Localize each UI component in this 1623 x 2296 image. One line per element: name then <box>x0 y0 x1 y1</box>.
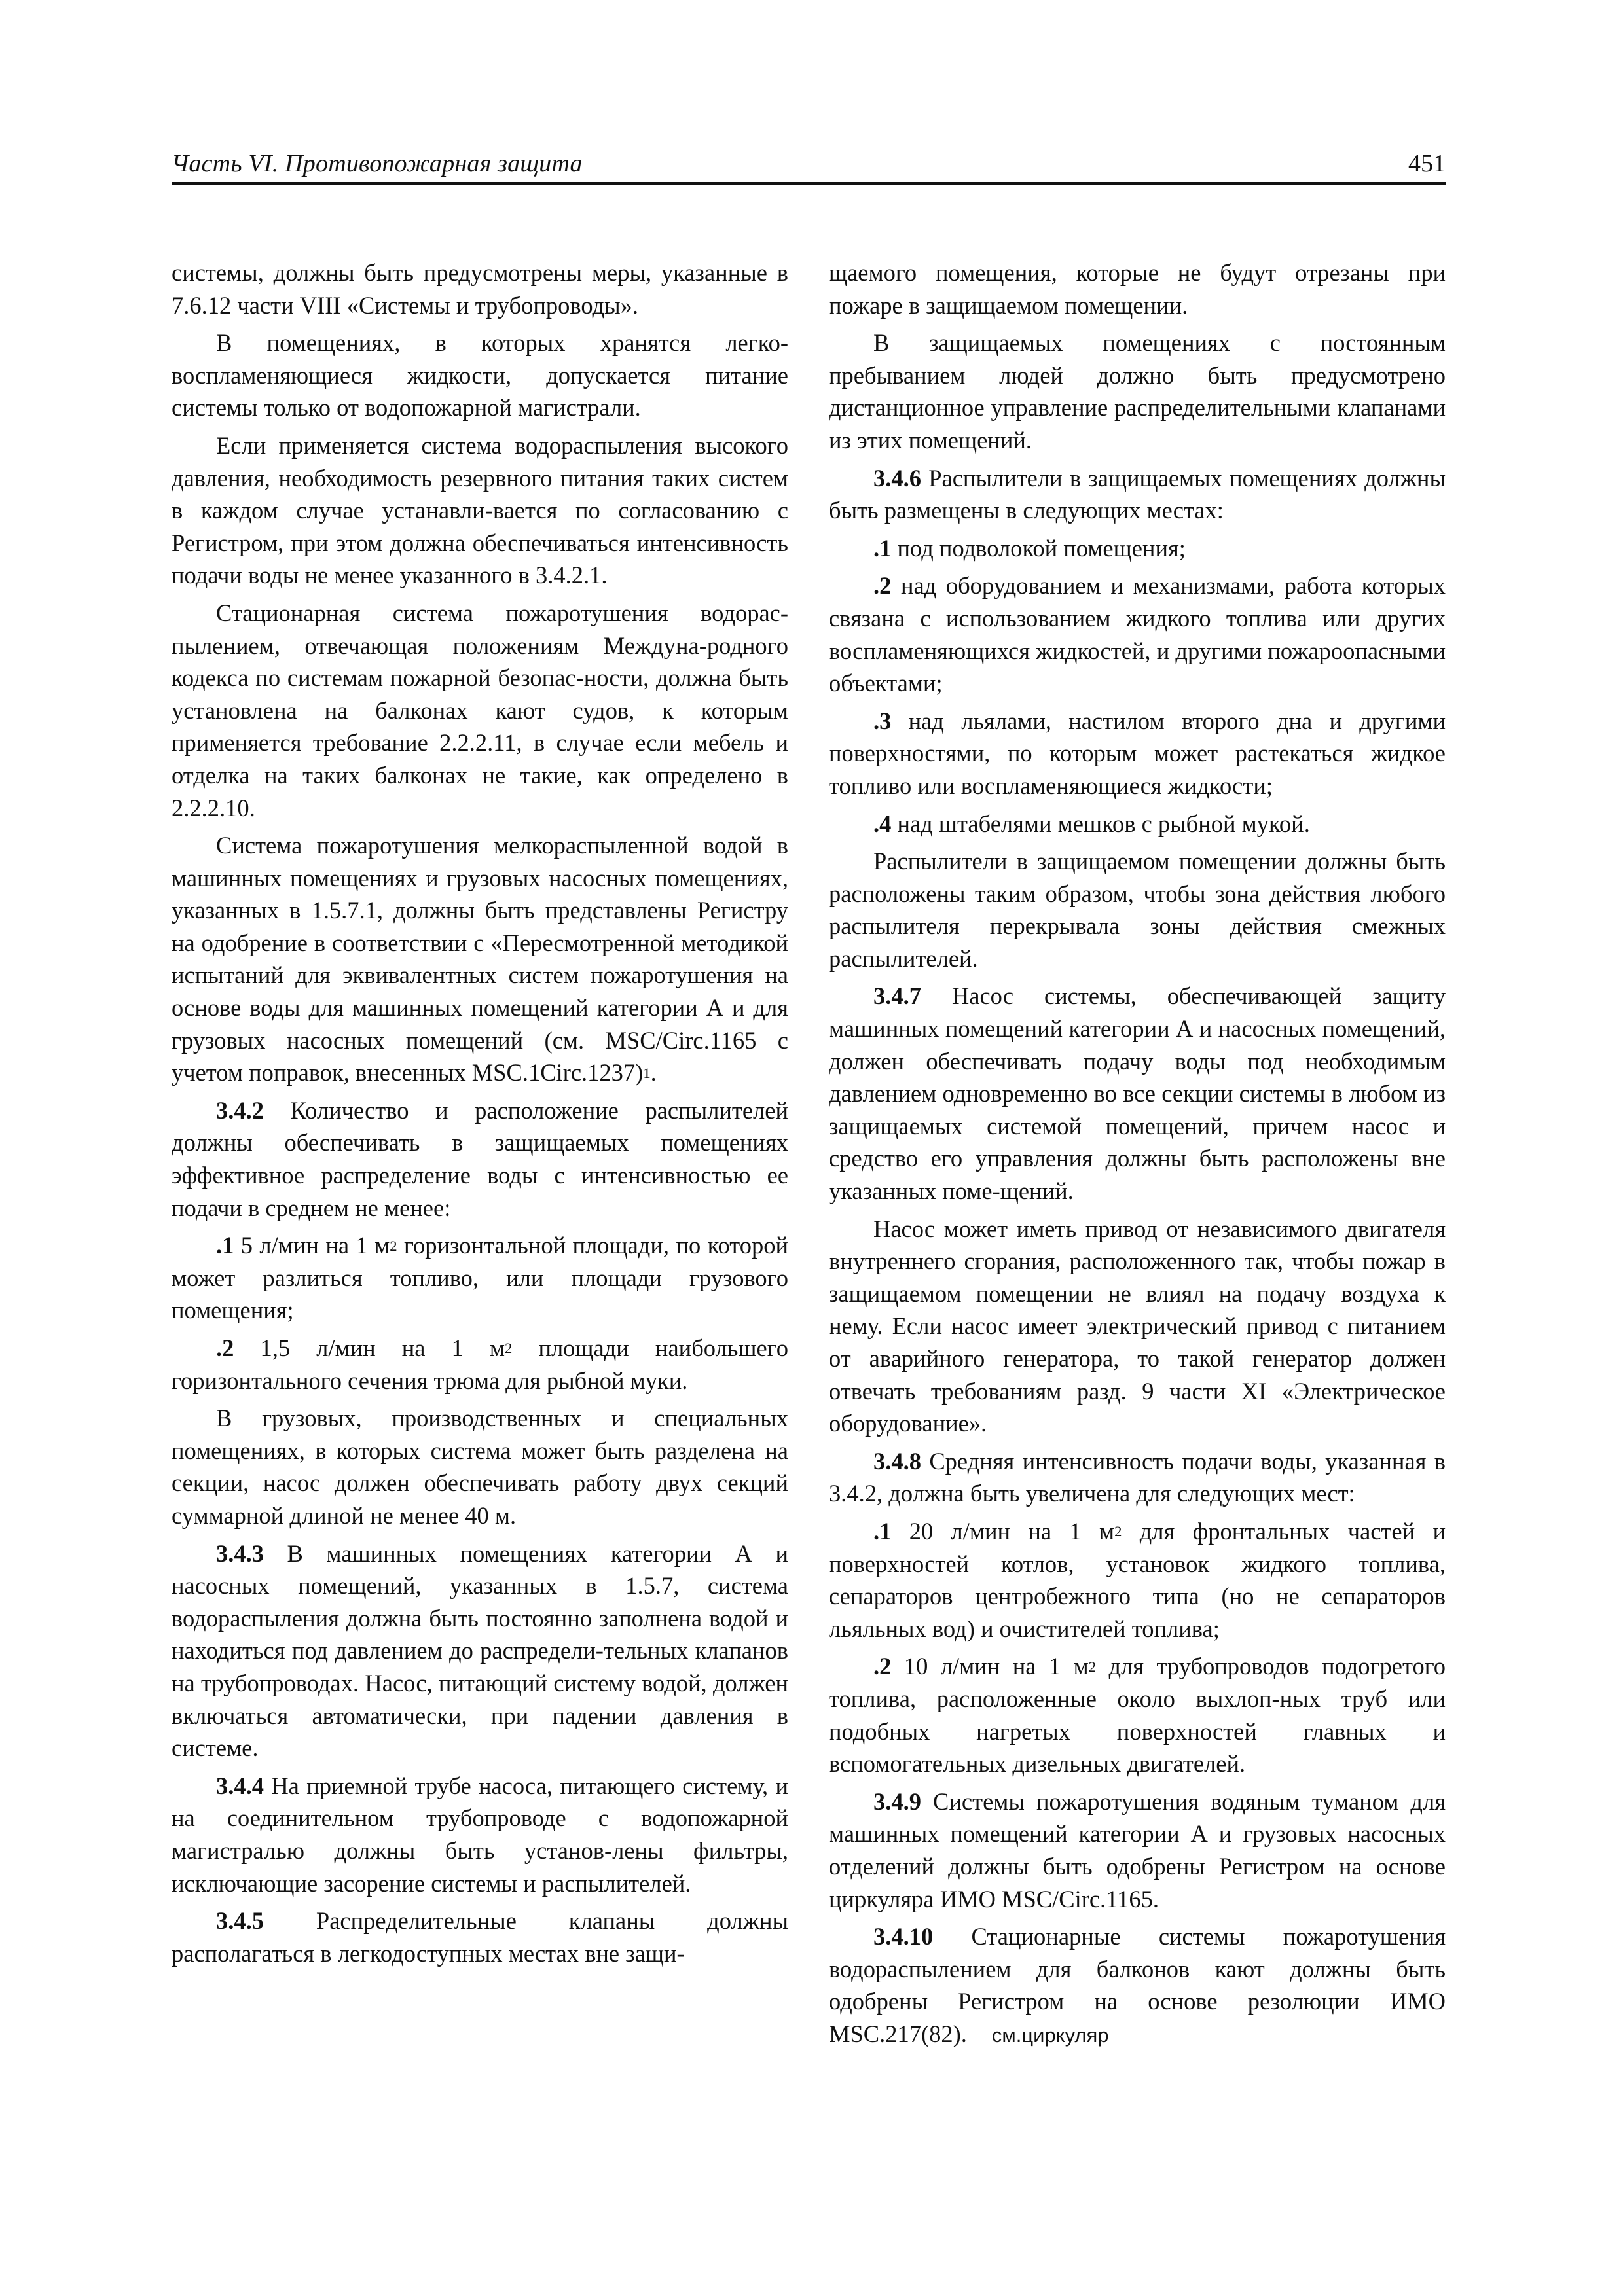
running-header <box>172 144 1446 185</box>
section-3-4-4 <box>172 1770 788 1899</box>
item-number: .2 <box>873 572 892 600</box>
paragraph: В грузовых, производственных и специальных помещениях, в которых система может быть разделена на секции, насос должен обеспечивать работу двух секций суммарной длиной не менее 40 м. <box>172 1405 788 1529</box>
section-text: Стационарные системы пожаротушения водораспылением для балконов кают должны быть одобрены Регистром на основе резолюции ИМО MSC.217(82). <box>829 1923 1446 2047</box>
paragraph: Насос может иметь привод от независимого двигателя внутреннего сгорания, расположенного так, чтобы пожар в защищаемом помещении не влиял на подачу воздуха к нему. Если насос имеет электрический привод с питанием от аварийного генератора, то такой генератор должен отвечать требованиям разд. 9 части XI «Электрическое оборудование». <box>829 1215 1446 1437</box>
superscript: 2 <box>505 1340 513 1357</box>
list-item <box>172 1229 788 1327</box>
paragraph-with-footnote <box>172 829 788 1089</box>
section-text: Распределительные клапаны должны располагаться в легкодоступных местах вне защи- <box>172 1907 788 1967</box>
section-3-4-2 <box>172 1094 788 1224</box>
list-item <box>172 1332 788 1397</box>
section-3-4-9 <box>829 1785 1446 1915</box>
item-text: 1,5 л/мин на 1 м <box>260 1335 505 1361</box>
item-number: .4 <box>873 810 892 837</box>
right-column <box>829 257 1446 2056</box>
item-text: горизонтальной площади, по которой может разлиться топливо, или площади грузового помещения; <box>172 1232 789 1324</box>
item-text: над штабелями мешков с рыбной мукой. <box>897 810 1310 837</box>
item-text: над льялами, настилом второго дна и другими поверхностями, по которым может растекаться жидкое топливо или воспламеняющиеся жидкости; <box>829 707 1446 799</box>
section-number: 3.4.2 <box>216 1096 264 1124</box>
section-number: 3.4.5 <box>216 1907 264 1935</box>
list-item <box>829 1515 1446 1645</box>
item-number: .2 <box>873 1653 892 1680</box>
section-3-4-10 <box>829 1920 1446 2051</box>
list-item <box>829 569 1446 699</box>
footnote-mark: 1 <box>643 1064 651 1081</box>
section-number: 3.4.7 <box>873 982 921 1010</box>
item-text: площади наибольшего горизонтального сечения трюма для рыбной муки. <box>172 1335 789 1394</box>
section-number: 3.4.4 <box>216 1772 264 1799</box>
section-text: На приемной трубе насоса, питающего систему, и на соединительном трубопроводе с водопожарной магистралью должны быть установ-лены фильтры, исключающие засорение системы и распылителей. <box>172 1772 788 1897</box>
header-title: Часть VI. Противопожарная защита <box>172 150 583 177</box>
section-3-4-6 <box>829 462 1446 527</box>
section-3-4-7 <box>829 980 1446 1207</box>
item-text: 20 л/мин на 1 м <box>909 1517 1115 1545</box>
list-item <box>829 532 1446 565</box>
section-text: Системы пожаротушения водяным туманом для машинных помещений категории А и грузовых насосных отделений должны быть одобрены Регистром на основе циркуляра ИМО MSC/Circ.1165. <box>829 1787 1446 1912</box>
section-text: В машинных помещениях категории А и насосных помещений, указанных в 1.5.7, система водораспыления должна быть постоянно заполнена водой и находиться под давлением до распредели-тельных клапанов на трубопроводах. Насос, питающий систему водой, должен включаться автоматически, при падении давления в системе. <box>172 1539 789 1762</box>
item-number: .3 <box>873 707 892 734</box>
paragraph-text: Система пожаротушения мелкораспыленной водой в машинных помещениях и грузовых насосных помещениях, указанных в 1.5.7.1, должны быть представлены Регистру на одобрение в соответствии с «Пересмотренной методикой испытаний для эквивалентных систем пожаротушения на основе воды для машинных помещений категории А и для грузовых насосных помещений (см. MSC/Circ.1165 с учетом поправок, внесенных MSC.1Circ.1237) <box>172 832 788 1086</box>
superscript: 2 <box>390 1237 397 1254</box>
section-3-4-3 <box>172 1537 788 1765</box>
item-number: .1 <box>216 1232 234 1259</box>
section-number: 3.4.6 <box>873 464 921 492</box>
paragraph: Если применяется система водораспыления высокого давления, необходимость резервного питания таких систем в каждом случае устанавли-вается по согласованию с Регистром, при этом должна обеспечиваться интенсивность подачи воды не менее указанного в 3.4.2.1. <box>172 431 788 589</box>
paragraph: В помещениях, в которых хранятся легко-воспламеняющиеся жидкости, допускается питание системы только от водопожарной магистрали. <box>172 329 788 422</box>
paragraph: системы, должны быть предусмотрены меры, указанные в 7.6.12 части VIII «Системы и трубопроводы». <box>172 259 788 319</box>
item-text: для фронтальных частей и поверхностей котлов, установок жидкого топлива, сепараторов центробежного типа (но не сепараторов льяльных вод) и очистителей топлива; <box>829 1517 1446 1642</box>
list-item <box>829 705 1446 802</box>
item-text: 5 л/мин на 1 м <box>240 1232 390 1259</box>
paragraph: Распылители в защищаемом помещении должны быть расположены таким образом, чтобы зона действия любого распылителя перекрывала зоны действия смежных распылителей. <box>829 848 1446 972</box>
section-3-4-8 <box>829 1445 1446 1510</box>
superscript: 2 <box>1088 1658 1097 1675</box>
paragraph: В защищаемых помещениях с постоянным пребыванием людей должно быть предусмотрено дистанционное управление распределительными клапанами из этих помещений. <box>829 329 1446 454</box>
item-text: для трубопроводов подогретого топлива, расположенные около выхлоп-ных труб или подобных нагретых поверхностей главных и вспомогательных дизельных двигателей. <box>829 1653 1446 1778</box>
paragraph: Стационарная система пожаротушения водорас-пылением, отвечающая положениям Междуна-родного кодекса по системам пожарной безопас-ности, должна быть установлена на балконах кают судов, к которым применяется требование 2.2.2.11, в случае если мебель и отделка на таких балконах не такие, как определено в 2.2.2.10. <box>172 599 788 821</box>
section-number: 3.4.8 <box>873 1447 921 1475</box>
page-number: 451 <box>1408 150 1446 177</box>
item-number: .2 <box>216 1335 234 1361</box>
section-number: 3.4.10 <box>873 1923 934 1950</box>
item-number: .1 <box>873 1517 892 1545</box>
item-text: под подволокой помещения; <box>897 534 1186 562</box>
item-number: .1 <box>873 534 892 562</box>
paragraph: щаемого помещения, которые не будут отрезаны при пожаре в защищаемом помещении. <box>829 259 1446 319</box>
section-text: Количество и расположение распылителей должны обеспечивать в защищаемых помещениях эффективное распределение воды с интенсивностью ее подачи в среднем не менее: <box>172 1096 788 1221</box>
section-number: 3.4.9 <box>873 1787 921 1815</box>
section-3-4-5 <box>172 1905 788 1969</box>
left-column <box>172 257 788 1975</box>
section-number: 3.4.3 <box>216 1539 264 1567</box>
list-item <box>829 808 1446 840</box>
superscript: 2 <box>1114 1523 1122 1540</box>
section-text: Средняя интенсивность подачи воды, указанная в 3.4.2, должна быть увеличена для следующих мест: <box>829 1447 1446 1507</box>
section-text: Распылители в защищаемых помещениях должны быть размещены в следующих местах: <box>829 464 1446 524</box>
paragraph-end: . <box>650 1059 657 1086</box>
section-text: Насос системы, обеспечивающей защиту машинных помещений категории А и насосных помещений, должен обеспечивать подачу воды под необходимым давлением одновременно во все секции системы в любом из защищаемых системой помещений, причем насос и средство его управления должны быть расположены вне указанных поме-щений. <box>829 982 1446 1205</box>
item-text: над оборудованием и механизмами, работа которых связана с использованием жидкого топлива или других воспламеняющихся жидкостей, и другими пожароопасными объектами; <box>829 572 1446 697</box>
list-item <box>829 1650 1446 1780</box>
handwritten-note: см.циркуляр <box>991 2023 1109 2047</box>
item-text: 10 л/мин на 1 м <box>903 1653 1089 1680</box>
